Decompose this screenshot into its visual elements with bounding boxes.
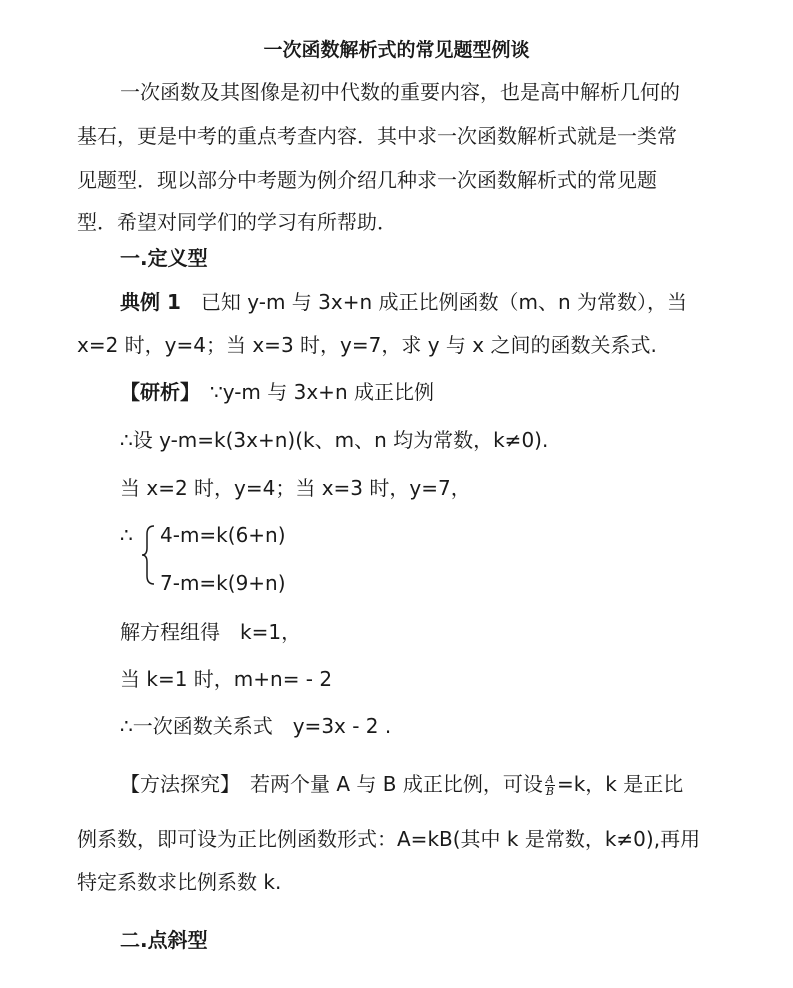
intro-line-4: 型．希望对同学们的学习有所帮助． (77, 210, 397, 234)
analysis-line-6: ∴一次函数关系式 y=3x - 2 . (120, 714, 392, 738)
method-line-3: 特定系数求比例系数 k. (77, 870, 282, 894)
analysis-line-5: 当 k=1 时，m+n= - 2 (120, 667, 333, 691)
therefore-symbol: ∴ (120, 523, 133, 547)
fraction-a-over-b (545, 774, 555, 797)
analysis-label: 【研析】 (120, 380, 190, 404)
analysis-line-3: 当 x=2 时，y=4；当 x=3 时，y=7， (120, 476, 471, 500)
intro-line-1: 一次函数及其图像是初中代数的重要内容，也是高中解析几何的 (120, 80, 680, 104)
method-line-2: 例系数，即可设为正比例函数形式：A=kB(其中 k 是常数，k≠0),再用 (77, 827, 701, 851)
method-label: 【方法探究】 (120, 772, 230, 796)
method-text-1a: 若两个量 A 与 B 成正比例，可设 (230, 772, 543, 796)
intro-line-2: 基石，更是中考的重点考查内容．其中求一次函数解析式就是一类常 (77, 124, 677, 148)
analysis-line-4: 解方程组得 k=1， (120, 620, 302, 644)
analysis-line-1 (120, 380, 434, 404)
example-1-line-1 (120, 290, 687, 314)
method-text-1b: =k，k 是正比 (556, 772, 684, 796)
fraction-numerator: A (545, 773, 554, 786)
equation-2: 7-m=k(9+n) (160, 571, 286, 595)
intro-line-3: 见题型．现以部分中考题为例介绍几种求一次函数解析式的常见题 (77, 168, 657, 192)
equation-system-brace (140, 524, 156, 586)
section-heading-1: 一.定义型 (120, 246, 208, 270)
section-heading-2: 二.点斜型 (120, 928, 208, 952)
example-1-text-1: 已知 y-m 与 3x+n 成正比例函数（m、n 为常数），当 (180, 290, 688, 314)
analysis-text: ∵y-m 与 3x+n 成正比例 (190, 380, 434, 404)
equation-1: 4-m=k(6+n) (160, 523, 286, 547)
analysis-line-2: ∴设 y-m=k(3x+n)(k、m、n 均为常数，k≠0). (120, 428, 549, 452)
fraction-denominator: B (545, 785, 554, 798)
example-1-line-2: x=2 时，y=4；当 x=3 时，y=7，求 y 与 x 之间的函数关系式. (77, 333, 657, 357)
method-line-1 (120, 772, 683, 797)
document-title: 一次函数解析式的常见题型例谈 (263, 39, 530, 61)
example-1-label: 典例 1 (120, 290, 181, 314)
